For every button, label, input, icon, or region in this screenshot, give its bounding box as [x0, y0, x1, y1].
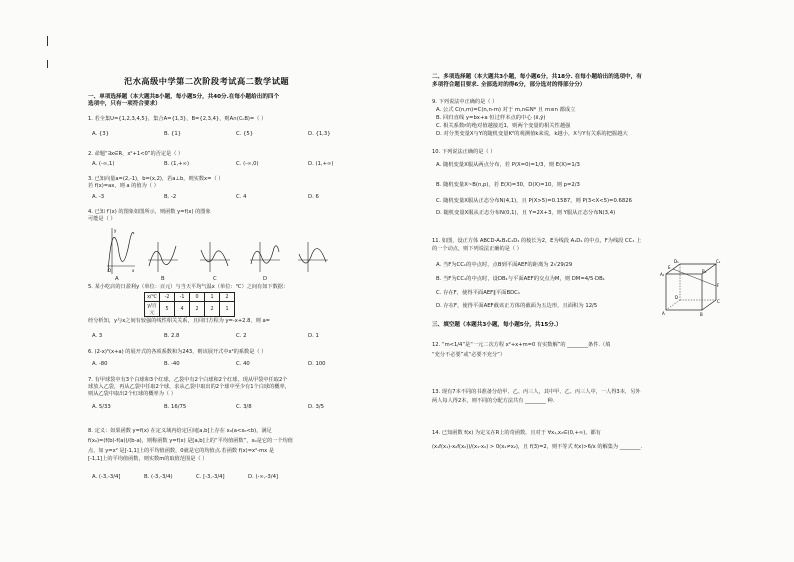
question-8: 8. 定义：如果函数 y=f(x) 在定义域内给定区间[a,b]上存在 x₀(a<x₀<b)，满足 — [88, 428, 272, 434]
table-cell: 0 — [190, 293, 205, 302]
q4-label-a: A — [115, 276, 119, 282]
q2-option-a: A. (-∞,1) — [92, 161, 115, 167]
q6-option-a: A. -80 — [92, 361, 108, 367]
table-cell: 4 — [175, 302, 190, 317]
question-5-cont: 经分析知，y与x之间有较强的线性相关关系，且回归方程为 y=-x+2.8，则 a= — [88, 318, 270, 324]
q5-data-table — [144, 292, 235, 317]
table-cell: y/百元 — [145, 302, 160, 317]
question-7-cont: 球放入乙袋，再从乙袋中任取2个球，求从乙袋中取出的2个球中至少有1个白球的概率， — [88, 384, 290, 390]
q4-graph-d — [296, 240, 330, 274]
q5-option-d: D. 1 — [308, 333, 319, 339]
q6-option-d: D. 100 — [308, 361, 326, 367]
x-axis-label: x — [132, 268, 135, 273]
q3-option-c: C. 4 — [236, 194, 247, 200]
exam-title: 汜水高级中学第二次阶段考试高二数学试题 — [124, 76, 290, 86]
q8-option-c: C. [-3,-3/4] — [196, 474, 225, 480]
question-13: 13. 现有7本不同的书准备分给甲、乙、丙三人，其中甲、乙、丙三人中，一人得3本，另外 — [432, 389, 641, 395]
question-3-cont: 若 f(x)=ax，则 a 的值为（ ） — [88, 183, 159, 189]
question-11-cont: 的一个动点，则下列说法正确的是（ ） — [432, 246, 522, 252]
q10-option-a: A. 随机变量X服从两点分布，若 P(X=0)=1/3，则 E(X)=1/3 — [436, 162, 580, 168]
q6-option-c: C. 40 — [236, 361, 250, 367]
q2-option-b: B. (1,+∞) — [164, 161, 190, 167]
section-heading-cont: 选项中，只有一项符合要求） — [88, 101, 161, 107]
section-heading: 二、多项选择题（本大题共3小题，每小题6分，共18分. 在每小题给出的选项中，有 — [432, 74, 642, 80]
cube-label: D — [675, 295, 679, 300]
q1-option-c: C. {5} — [236, 131, 254, 137]
question-1: 1. 若全集U={1,2,3,4,5}，集合A={1,3}，B={2,3,4}，则A∩(∁ᵤB)=（ ） — [88, 116, 267, 122]
table-cell: 2 — [190, 302, 205, 317]
table-cell: 1 — [220, 302, 235, 317]
table-row — [145, 293, 235, 302]
q3-option-b: B. -2 — [164, 194, 177, 200]
section-heading: 一、单项选择题（本大题共8小题，每小题5分，共40分.在每小题给出的四个 — [88, 94, 280, 100]
question-14: 14. 已知函数 f(x) 为定义在R上的奇函数，且对于 ∀x₁,x₂∈(0,+∞)，都有 — [432, 430, 601, 436]
cube-label: C — [717, 299, 720, 304]
table-cell: 2 — [220, 293, 235, 302]
cube-label: A₁ — [660, 272, 665, 277]
q4-graph-c — [248, 240, 282, 274]
margin-tick — [47, 60, 48, 68]
q4-label-b: B — [161, 276, 165, 282]
q1-option-a: A. {3} — [92, 131, 110, 137]
table-cell: 2 — [205, 302, 220, 317]
q8-option-b: B. (-3,-3/4) — [144, 474, 173, 480]
q2-option-d: D. (1,+∞) — [308, 161, 334, 167]
q7-option-b: B. 16/75 — [164, 404, 187, 410]
q10-option-b: B. 随机变量X~B(n,p)，若 E(X)=30，D(X)=10，则 p=2/3 — [436, 182, 580, 188]
table-row — [145, 302, 235, 317]
table-cell: -1 — [175, 293, 190, 302]
y-axis-label: y — [114, 228, 117, 233]
q5-option-c: C. 2 — [236, 333, 247, 339]
cube-label: B — [700, 312, 703, 317]
q1-option-b: B. {1} — [164, 131, 182, 137]
cube-label: A — [662, 311, 665, 316]
table-cell: 1 — [205, 293, 220, 302]
derivative-graph — [104, 226, 136, 276]
q7-option-a: A. 5/33 — [92, 404, 111, 410]
question-4-cont: 可能是（ ） — [88, 216, 116, 222]
question-3: 3. 已知向量a=(2,-1)，b=(x,2)，若a⊥b，则实数x=（ ） — [88, 176, 224, 182]
q1-option-d: D. {1,3} — [308, 131, 331, 137]
q3-option-d: D. 6 — [308, 194, 319, 200]
question-8-cont: f(x₀)=(f(b)-f(a))/(b-a)，则称函数 y=f(x) 是[a,b]上的“平均值函数”，x₀是它的一个均值 — [88, 438, 293, 444]
q8-option-d: D. (-∞,-3/4] — [248, 474, 279, 480]
question-12: 12. “m<1/4”是“一元二次方程 x²+x+m=0 有实数解”的 ________条件.（填 — [432, 342, 611, 348]
question-7-cont2: 则从乙袋中取出2个红球的概率为（ ） — [88, 391, 176, 397]
q4-label-d: D — [263, 276, 268, 282]
q11-option-c: C. 存在F，使得平面AEF∥平面BDC₁ — [436, 290, 520, 296]
q11-option-b: B. 当F为CC₁的中点时，设DB₁与平面AEF的交点为M，则 DM=4/5·DB₁ — [436, 276, 605, 282]
question-11: 11. 如图，设正方体 ABCD-A₁B₁C₁D₁ 的棱长为2，E为线段 A₁D₁ 的中点，F为线段 CC₁ 上 — [432, 238, 642, 244]
q9-option-c: C. 相关系数r的绝对值越接近1，则两个变量的相关性越强 — [436, 123, 571, 129]
question-7: 7. 有甲球袋中有3个白球和3个红球，乙袋中有2个白球和2个红球，现从甲袋中任取2个 — [88, 377, 288, 383]
origin-label: O — [108, 268, 112, 273]
q7-option-c: C. 3/8 — [236, 404, 252, 410]
cube-label: F — [717, 283, 720, 288]
cube-label: C₁ — [716, 259, 721, 264]
question-6: 6. (2-x)⁵(x+a) 的展开式的各项系数和为243，则该展开式中x²的系数是（ ） — [88, 349, 267, 355]
section-heading: 三、填空题（本题共3小题，每小题5分，共15分.） — [432, 322, 562, 328]
q5-option-b: B. 2.8 — [164, 333, 180, 339]
q9-option-d: D. 对分类变量X与Y的随机变量K²的观测值k来说，k越小，X与Y有关系的把握越大 — [436, 131, 628, 137]
cube-figure — [660, 256, 722, 318]
question-13-cont: 两人每人得2本，则不同的分配方法共有 ________ 种. — [432, 398, 555, 404]
question-8-cont2: 点，如 y=x² 是[-1,1]上的平均值函数，0就是它的均值点.若函数 f(x)=x²-mx 是 — [88, 448, 275, 454]
question-4: 4. 已知 f′(x) 的图象如图所示，则函数 y=f(x) 的图象 — [88, 209, 211, 215]
q4-label-c: C — [213, 276, 217, 282]
table-cell: 5 — [160, 302, 175, 317]
cube-label: D₁ — [674, 259, 679, 264]
table-cell: x/℃ — [145, 293, 160, 302]
question-10: 10. 下列说法正确的是（ ） — [432, 149, 496, 155]
q4-graph-b — [198, 240, 232, 274]
q11-option-d: D. 存在F，使得平面AEF截该正方体的截面为五边形，且面积为 12/5 — [436, 303, 598, 309]
q7-option-d: D. 3/5 — [308, 404, 324, 410]
cube-label: E — [668, 265, 671, 270]
table-cell: -2 — [160, 293, 175, 302]
q5-option-a: A. 3 — [92, 333, 103, 339]
question-9: 9. 下列说法中正确的是（ ） — [432, 99, 498, 105]
question-12-cont: “充分不必要”或“必要不充分”） — [432, 352, 506, 358]
q9-option-b: B. 回归直线 y=bx+a 恒过样本点的中心 (x̄,ȳ) — [436, 115, 546, 121]
q2-option-c: C. (-∞,0) — [236, 161, 259, 167]
question-8-cont3: [-1,1]上的平均值函数，则实数m的取值范围是（ ） — [88, 456, 208, 462]
q3-option-a: A. -3 — [92, 194, 105, 200]
q9-option-a: A. 公式 C(n,m)=C(n,n-m) 对于 m,n∈N* 且 m≤n 都成立 — [436, 107, 576, 113]
q6-option-b: B. -40 — [164, 361, 180, 367]
q11-option-a: A. 当F为CC₁的中点时，点B到平面AEF的距离为 2√29/29 — [436, 262, 573, 268]
question-14-cont: (x₁f(x₁)-x₂f(x₂))/(x₁-x₂) > 0(x₁≠x₂)，且 f(3)=2，则不等式 f(x)>6/x 的解集为 ________. — [432, 444, 643, 450]
cube-label: B₁ — [702, 269, 707, 274]
q10-option-d: D. 随机变量X服从正态分布N(0,1)，且 Y=2X+3，则 Y服从正态分布N(3,4) — [436, 210, 616, 216]
q4-graph-a — [146, 240, 180, 274]
question-2: 2. 命题“∃x∈R，x²+1<0”的否定是（ ） — [88, 151, 184, 157]
margin-tick — [47, 36, 48, 46]
q10-option-c: C. 随机变量X服从正态分布N(4,1)，且 P(X>5)=0.1587，则 P(3<X<5)=0.6826 — [436, 198, 633, 204]
section-heading-cont: 多项符合题目要求. 全部选对的得6分，部分选对的得部分分） — [432, 82, 586, 88]
question-5: 5. 某小吃店的日盈利y（单位：百元）与当天平均气温x（单位：℃）之间有如下数据： — [88, 284, 289, 290]
q8-option-a: A. (-3,-3/4] — [92, 474, 121, 480]
